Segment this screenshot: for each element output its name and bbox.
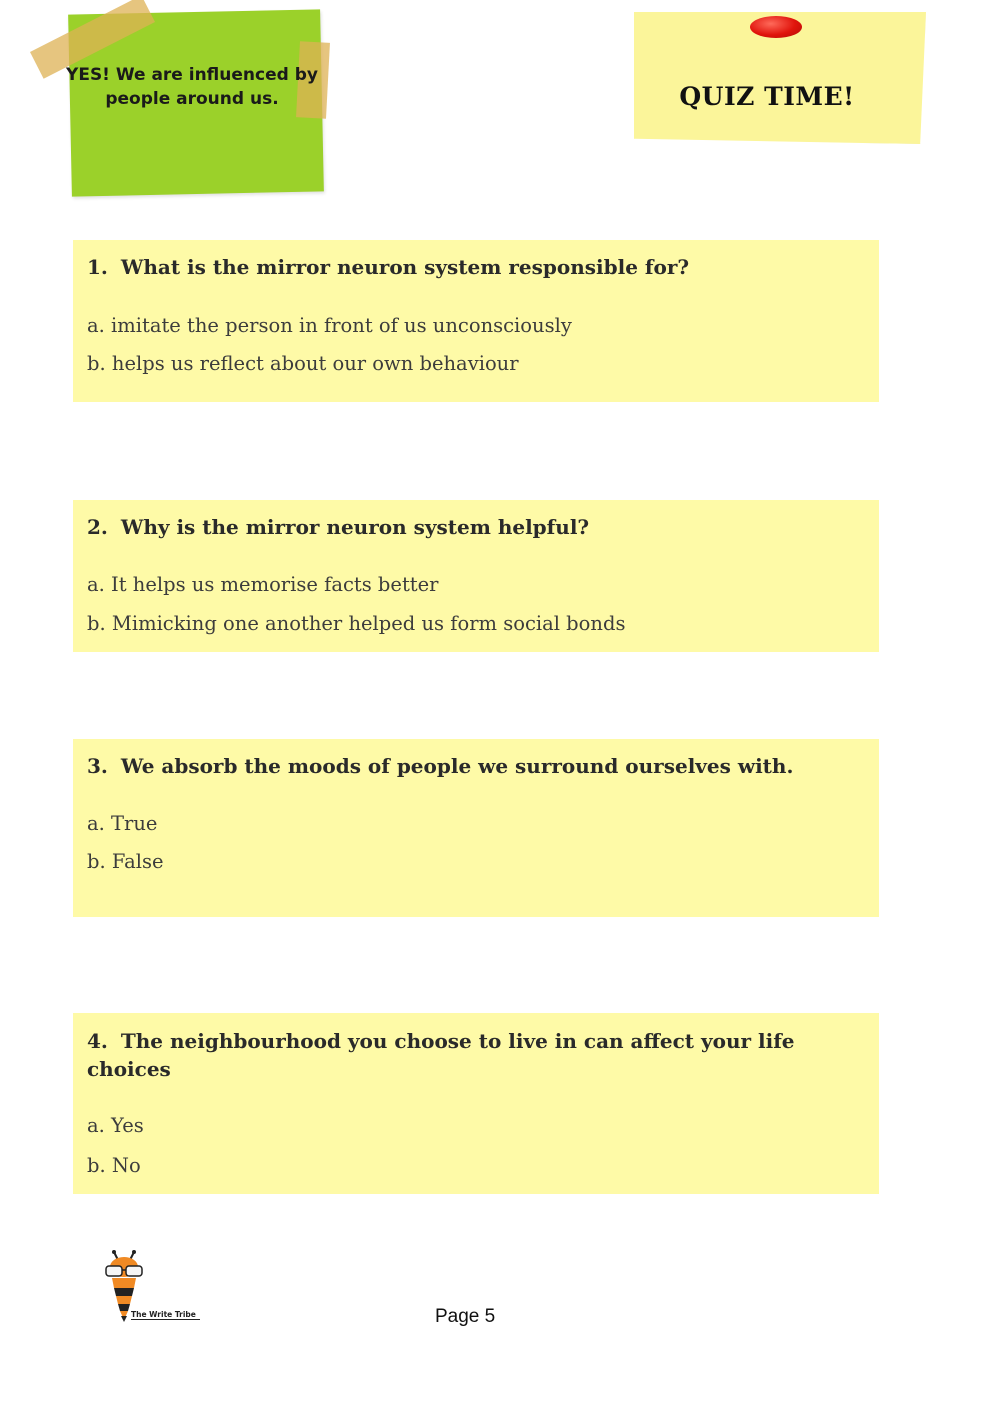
page-number: Page 5 (435, 1306, 496, 1327)
question-card-1 (73, 240, 879, 402)
question-text (87, 1027, 839, 1083)
question-card-2 (73, 500, 879, 652)
logo-caption: The Write Tribe (131, 1310, 200, 1320)
question-label: We absorb the moods of people we surround ourselves with. (120, 754, 794, 778)
question-card-4 (73, 1013, 879, 1194)
quiz-title: QUIZ TIME! (679, 82, 855, 111)
answer-option-a[interactable]: a. True (87, 812, 158, 835)
question-label: The neighbourhood you choose to live in can affect your life choices (87, 1029, 795, 1081)
answer-option-a[interactable]: a. Yes (87, 1114, 144, 1137)
answer-option-a[interactable]: a. imitate the person in front of us unconsciously (87, 314, 572, 337)
question-card-3 (73, 739, 879, 917)
question-text (87, 752, 839, 780)
question-text (87, 253, 839, 281)
push-pin-icon (750, 16, 802, 38)
answer-option-b[interactable]: b. False (87, 850, 164, 873)
question-label: Why is the mirror neuron system helpful? (120, 515, 590, 539)
question-label: What is the mirror neuron system responsible for? (120, 255, 690, 279)
question-number: 3. (87, 754, 108, 778)
answer-option-b[interactable]: b. No (87, 1154, 141, 1177)
question-number: 1. (87, 255, 108, 279)
answer-option-a[interactable]: a. It helps us memorise facts better (87, 573, 439, 596)
question-number: 4. (87, 1029, 108, 1053)
answer-option-b[interactable]: b. helps us reflect about our own behaviour (87, 352, 519, 375)
green-note-text: YES! We are influenced by people around us. (66, 65, 318, 109)
answer-option-b[interactable]: b. Mimicking one another helped us form social bonds (87, 612, 626, 635)
question-text (87, 513, 839, 541)
question-number: 2. (87, 515, 108, 539)
